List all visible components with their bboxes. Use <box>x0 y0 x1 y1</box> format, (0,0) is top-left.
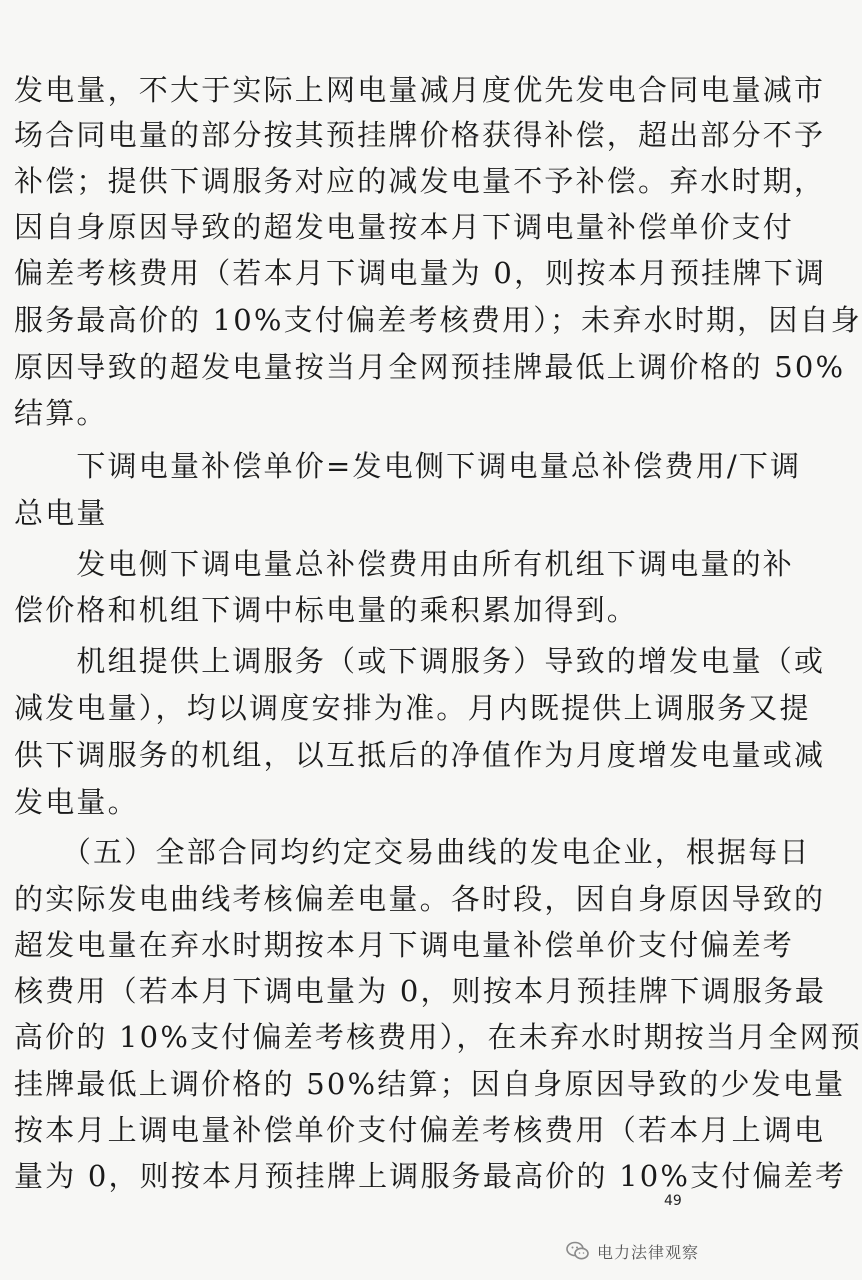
text-line: 机组提供上调服务（或下调服务）导致的增发电量（或 <box>14 644 826 678</box>
text-line: 高价的 10%支付偏差考核费用），在未弃水时期按当月全网预 <box>14 1020 862 1054</box>
text-line: 减发电量），均以调度安排为准。月内既提供上调服务又提 <box>14 691 811 725</box>
text-line: 结算。 <box>14 396 108 430</box>
text-line: 场合同电量的部分按其预挂牌价格获得补偿，超出部分不予 <box>14 118 826 152</box>
text-line: 总电量 <box>14 496 108 530</box>
text-line: 下调电量补偿单价=发电侧下调电量总补偿费用/下调 <box>14 449 802 483</box>
text-line: 供下调服务的机组，以互抵后的净值作为月度增发电量或减 <box>14 738 826 772</box>
text-line: 原因导致的超发电量按当月全网预挂牌最低上调价格的 50% <box>14 350 846 384</box>
text-line: 的实际发电曲线考核偏差电量。各时段，因自身原因导致的 <box>14 882 826 916</box>
text-line: 量为 0，则按本月预挂牌上调服务最高价的 10%支付偏差考 <box>14 1159 847 1193</box>
text-line: 超发电量在弃水时期按本月下调电量补偿单价支付偏差考 <box>14 928 795 962</box>
text-line: 补偿；提供下调服务对应的减发电量不予补偿。弃水时期， <box>14 164 826 198</box>
text-line: 因自身原因导致的超发电量按本月下调电量补偿单价支付 <box>14 210 795 244</box>
text-line: 发电量，不大于实际上网电量减月度优先发电合同电量减市 <box>14 73 826 107</box>
text-line: 发电量。 <box>14 785 139 819</box>
watermark-text: 电力法律观察 <box>597 1242 700 1262</box>
text-line: 偏差考核费用（若本月下调电量为 0，则按本月预挂牌下调 <box>14 256 827 290</box>
text-line: 按本月上调电量补偿单价支付偏差考核费用（若本月上调电 <box>14 1113 826 1147</box>
text-line: 偿价格和机组下调中标电量的乘积累加得到。 <box>14 593 639 627</box>
text-line: 服务最高价的 10%支付偏差考核费用）；未弃水时期，因自身 <box>14 303 862 337</box>
text-line: （五）全部合同均约定交易曲线的发电企业，根据每日 <box>14 835 811 869</box>
text-line: 挂牌最低上调价格的 50%结算；因自身原因导致的少发电量 <box>14 1067 846 1101</box>
text-line: 核费用（若本月下调电量为 0，则按本月预挂牌下调服务最 <box>14 974 827 1008</box>
page-number: 49 <box>664 1193 682 1209</box>
text-line: 发电侧下调电量总补偿费用由所有机组下调电量的补 <box>14 547 795 581</box>
wechat-watermark <box>565 1234 699 1268</box>
wechat-icon <box>565 1238 591 1264</box>
